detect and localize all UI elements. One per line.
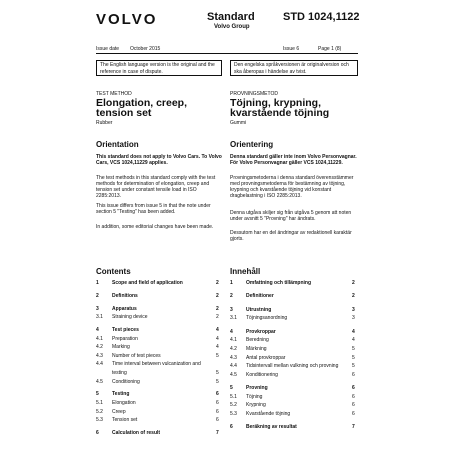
toc-entry-page: 6 bbox=[352, 385, 355, 392]
toc-entry-page: 5 bbox=[352, 346, 355, 352]
standard-number: STD 1024,1122 bbox=[283, 11, 360, 23]
toc-entry-title: Märkning bbox=[246, 346, 267, 352]
toc-entry[interactable] bbox=[96, 314, 222, 321]
toc-entry[interactable] bbox=[230, 411, 358, 418]
swedish-paragraph-3: Dessutom har en del ändringar av redaktionell karaktär gjorts. bbox=[230, 230, 352, 242]
swedish-category: PROVNINGSMETOD bbox=[230, 91, 278, 97]
english-paragraph-1: The test methods in this standard comply with the test methods for determination of elongation, creep and tension set under constant tensile load in ISO 2285:2013. bbox=[96, 175, 216, 199]
toc-entry[interactable] bbox=[230, 337, 358, 344]
toc-entry-number: 4.2 bbox=[96, 344, 103, 351]
toc-entry-page: 2 bbox=[216, 280, 219, 286]
toc-entry-page: 2 bbox=[216, 292, 219, 299]
english-paragraph-3: In addition, some editorial changes have been made. bbox=[96, 224, 214, 230]
toc-entry-title: Apparatus bbox=[112, 305, 137, 312]
toc-entry[interactable] bbox=[230, 280, 358, 287]
toc-entry-title: Preparation bbox=[112, 335, 138, 342]
toc-entry-number: 4.3 bbox=[230, 354, 237, 361]
toc-entry[interactable] bbox=[96, 417, 222, 424]
english-language-note: The English language version is the original and the reference in case of dispute. bbox=[96, 60, 222, 76]
toc-entry-number: 3.1 bbox=[230, 315, 237, 322]
toc-entry-page: 4 bbox=[216, 344, 219, 351]
toc-entry-number: 4.1 bbox=[96, 335, 103, 342]
toc-entry-title: Kvarstående töjning bbox=[246, 411, 291, 417]
toc-entry-page: 6 bbox=[352, 371, 355, 378]
toc-entry-number: 5.3 bbox=[96, 417, 103, 424]
toc-entry-number: 2 bbox=[230, 293, 233, 300]
toc-entry-number: 5.1 bbox=[96, 400, 103, 406]
toc-entry[interactable] bbox=[96, 353, 222, 360]
toc-entry-number: 5 bbox=[96, 391, 99, 398]
toc-entry[interactable] bbox=[96, 306, 222, 313]
toc-entry[interactable] bbox=[96, 370, 222, 377]
toc-entry-page: 2 bbox=[216, 314, 219, 321]
toc-entry-title: Töjning bbox=[246, 393, 263, 400]
toc-entry-title: Creep bbox=[112, 408, 126, 415]
toc-entry-page: 2 bbox=[352, 293, 355, 300]
toc-entry-title: Marking bbox=[112, 344, 130, 351]
toc-entry[interactable] bbox=[230, 424, 358, 431]
toc-entry-title: Utrustning bbox=[246, 306, 272, 313]
swedish-orientation-note: Denna standard gäller inte inom Volvo Personvagnar. För Volvo Personvagnar gäller VCS 1024,11229. bbox=[230, 154, 357, 166]
toc-entry-number: 1 bbox=[96, 280, 99, 286]
swedish-table-of-contents bbox=[230, 280, 358, 450]
toc-entry[interactable] bbox=[230, 385, 358, 392]
toc-entry[interactable] bbox=[230, 307, 358, 314]
toc-entry-number: 4.5 bbox=[96, 378, 103, 385]
toc-entry[interactable] bbox=[96, 293, 222, 300]
toc-entry-page: 5 bbox=[352, 363, 355, 370]
toc-entry[interactable] bbox=[230, 372, 358, 379]
toc-entry-title: Calculation of result bbox=[112, 430, 161, 436]
toc-entry-title: Antal provkroppar bbox=[246, 354, 286, 361]
toc-entry-title: Elongation bbox=[112, 400, 136, 406]
toc-entry-page: 6 bbox=[352, 393, 355, 400]
toc-entry-title: Definitions bbox=[112, 292, 138, 299]
toc-entry-page: 6 bbox=[216, 391, 219, 398]
toc-entry-number: 5.2 bbox=[230, 402, 237, 409]
swedish-contents-heading: Innehåll bbox=[230, 267, 261, 276]
toc-entry[interactable] bbox=[96, 430, 222, 437]
toc-entry-number: 2 bbox=[96, 292, 99, 299]
toc-entry[interactable] bbox=[96, 391, 222, 398]
english-contents-heading: Contents bbox=[96, 267, 131, 276]
toc-entry-number: 4.2 bbox=[230, 346, 237, 352]
toc-entry[interactable] bbox=[230, 329, 358, 336]
english-table-of-contents bbox=[96, 280, 222, 450]
volvo-logo: VOLVO bbox=[96, 11, 158, 28]
toc-entry-page: 3 bbox=[352, 306, 355, 313]
toc-entry-number: 4 bbox=[230, 328, 233, 335]
toc-entry[interactable] bbox=[96, 409, 222, 416]
toc-entry[interactable] bbox=[230, 346, 358, 353]
toc-entry[interactable] bbox=[96, 400, 222, 407]
toc-entry-number: 5.1 bbox=[230, 393, 237, 400]
toc-entry[interactable] bbox=[230, 363, 358, 370]
toc-entry-title: Provning bbox=[246, 385, 268, 392]
toc-entry-number: 4 bbox=[96, 327, 99, 333]
toc-entry[interactable] bbox=[230, 355, 358, 362]
toc-entry[interactable] bbox=[96, 361, 222, 368]
toc-entry-title: Time interval between vulcanization and bbox=[112, 361, 201, 368]
toc-entry-title: Omfattning och tillämpning bbox=[246, 280, 311, 286]
toc-entry-number: 6 bbox=[230, 424, 233, 431]
toc-entry-page: 2 bbox=[352, 280, 355, 286]
toc-entry-number: 4.4 bbox=[96, 361, 103, 368]
toc-entry[interactable] bbox=[96, 280, 222, 287]
toc-entry-page: 5 bbox=[216, 378, 219, 385]
toc-entry-title: Scope and field of application bbox=[112, 280, 183, 286]
toc-entry-title: Tidsintervall mellan vulkning och provning bbox=[246, 363, 339, 370]
swedish-language-note: Den engelska språkversionen är originalversion och ska åberopas i händelse av tvist. bbox=[230, 60, 358, 76]
toc-entry-number: 5.2 bbox=[96, 408, 103, 415]
swedish-orientation-heading: Orientering bbox=[230, 140, 274, 149]
toc-entry-page: 6 bbox=[216, 400, 219, 406]
toc-entry[interactable] bbox=[230, 394, 358, 401]
toc-entry-title: Provkroppar bbox=[246, 328, 276, 335]
english-title: Elongation, creep, tension set bbox=[96, 97, 188, 119]
english-orientation-heading: Orientation bbox=[96, 140, 139, 149]
swedish-paragraph-1: Provningsmetoderna i denna standard överensstämmer med provningsmetoderna för bestämning av töjning, krypning och kvarstående töjning vid konstant dragbelastning i ISO 2285:2013. bbox=[230, 175, 354, 199]
toc-entry[interactable] bbox=[96, 336, 222, 343]
toc-entry-number: 4.1 bbox=[230, 337, 237, 344]
toc-entry-title: Test pieces bbox=[112, 327, 139, 333]
toc-entry-title: Beredning bbox=[246, 337, 269, 344]
english-orientation-note: This standard does not apply to Volvo Cars. To Volvo Cars, VCS 1024,11229 applies. bbox=[96, 154, 222, 166]
issue-date-label: Issue date bbox=[96, 46, 120, 52]
english-material: Rubber bbox=[96, 120, 113, 126]
issue-number: Issue 6 bbox=[283, 46, 300, 52]
toc-entry-page: 5 bbox=[216, 370, 219, 376]
toc-entry-title: Straining device bbox=[112, 314, 148, 321]
toc-entry-number: 4.5 bbox=[230, 371, 237, 378]
toc-entry[interactable] bbox=[96, 344, 222, 351]
swedish-material: Gummi bbox=[230, 120, 247, 126]
toc-entry-title: Beräkning av resultat bbox=[246, 424, 297, 431]
toc-entry-number: 5 bbox=[230, 385, 233, 392]
toc-entry-number: 4.4 bbox=[230, 363, 237, 370]
toc-entry-page: 3 bbox=[352, 315, 355, 322]
toc-entry-number: 3.1 bbox=[96, 314, 103, 321]
toc-entry-title: Definitioner bbox=[246, 293, 274, 300]
toc-entry-page: 7 bbox=[216, 430, 219, 436]
header-divider bbox=[96, 53, 358, 54]
issue-date: October 2015 bbox=[130, 46, 161, 52]
toc-entry-title: Krypning bbox=[246, 402, 266, 409]
toc-entry-title: Number of test pieces bbox=[112, 352, 161, 359]
toc-entry-number: 3 bbox=[96, 305, 99, 312]
toc-entry-title: Testing bbox=[112, 391, 130, 398]
toc-entry[interactable] bbox=[96, 327, 222, 334]
toc-entry-page: 7 bbox=[352, 424, 355, 431]
toc-entry-page: 6 bbox=[352, 402, 355, 409]
toc-entry-number: 4.3 bbox=[96, 352, 103, 359]
toc-entry-title: Conditioning bbox=[112, 378, 140, 385]
toc-entry[interactable] bbox=[230, 315, 358, 322]
toc-entry-page: 4 bbox=[352, 328, 355, 335]
toc-entry-number: 5.3 bbox=[230, 411, 237, 417]
toc-entry-page: 4 bbox=[352, 337, 355, 344]
toc-entry-page: 6 bbox=[352, 411, 355, 417]
toc-entry-page: 6 bbox=[216, 417, 219, 424]
toc-entry-number: 1 bbox=[230, 280, 233, 286]
toc-entry[interactable] bbox=[230, 293, 358, 300]
toc-entry-page: 4 bbox=[216, 327, 219, 333]
toc-entry[interactable] bbox=[230, 402, 358, 409]
doc-type: Standard bbox=[207, 11, 255, 23]
toc-entry-title: Konditionering bbox=[246, 371, 278, 378]
toc-entry-page: 6 bbox=[216, 408, 219, 415]
swedish-title: Töjning, krypning, kvarstående töjning bbox=[230, 97, 330, 119]
toc-entry-page: 5 bbox=[216, 352, 219, 359]
toc-entry-page: 4 bbox=[216, 335, 219, 342]
swedish-paragraph-2: Denna utgåva skiljer sig från utgåva 5 genom att noten under avsnitt 5 "Provning" har ändrats. bbox=[230, 210, 352, 222]
toc-entry-number: 6 bbox=[96, 430, 99, 436]
toc-entry-page: 5 bbox=[352, 354, 355, 361]
toc-entry-number: 3 bbox=[230, 306, 233, 313]
org-name: Volvo Group bbox=[214, 24, 250, 30]
toc-entry-title: Töjningsanordning bbox=[246, 315, 288, 322]
toc-entry[interactable] bbox=[96, 379, 222, 386]
toc-entry-page: 2 bbox=[216, 305, 219, 312]
english-category: TEST METHOD bbox=[96, 91, 132, 97]
english-paragraph-2: This issue differs from issue 5 in that the note under section 5 "Testing" has been added. bbox=[96, 203, 211, 215]
toc-entry-title: testing bbox=[112, 370, 127, 376]
page-number: Page 1 (8) bbox=[318, 46, 342, 52]
toc-entry-title: Tension set bbox=[112, 417, 138, 424]
